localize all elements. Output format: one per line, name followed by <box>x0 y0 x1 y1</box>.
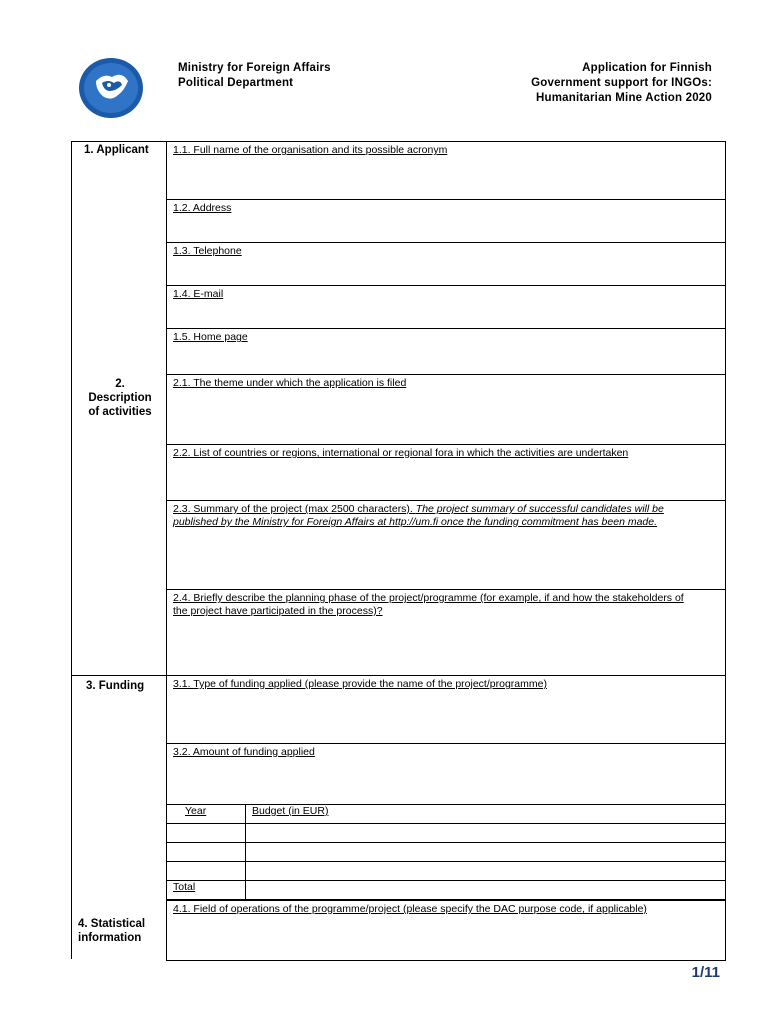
field-funding-amount-label: 3.2. Amount of funding applied <box>173 746 315 758</box>
field-full-name-label: 1.1. Full name of the organisation and its possible acronym <box>173 144 448 156</box>
section-statistical <box>78 917 145 945</box>
section-description-line3: of activities <box>88 406 152 418</box>
section-description <box>78 377 162 419</box>
total-value-cell[interactable] <box>246 881 726 900</box>
budget-cell[interactable] <box>246 862 726 881</box>
field-telephone[interactable] <box>166 242 726 286</box>
year-cell[interactable] <box>167 862 246 881</box>
field-planning-phase[interactable] <box>166 589 726 676</box>
field-summary-label-italic: The project summary of successful candidates will be published by the Ministry for Foreign Affairs at http://um.fi once the funding commitment has been made. <box>173 503 664 528</box>
section-description-line2: Description <box>88 392 152 404</box>
field-summary[interactable] <box>166 500 726 590</box>
field-funding-amount[interactable] <box>166 743 726 805</box>
table-row[interactable] <box>167 824 726 843</box>
table-row <box>167 805 726 824</box>
field-summary-label <box>173 503 703 529</box>
field-full-name[interactable] <box>166 141 726 200</box>
field-countries-label: 2.2. List of countries or regions, international or regional fora in which the activities are undertaken <box>173 447 629 459</box>
year-cell[interactable] <box>167 824 246 843</box>
funding-budget-table <box>166 804 726 900</box>
field-countries[interactable] <box>166 444 726 501</box>
field-telephone-label: 1.3. Telephone <box>173 245 242 257</box>
field-address-label: 1.2. Address <box>173 202 232 214</box>
budget-cell[interactable] <box>246 843 726 862</box>
total-label-cell <box>167 881 246 900</box>
total-label: Total <box>173 881 196 893</box>
title-line-2: Government support for INGOs: <box>531 77 712 89</box>
field-funding-type-label: 3.1. Type of funding applied (please provide the name of the project/programme) <box>173 678 547 690</box>
budget-header-text: Budget (in EUR) <box>252 805 329 817</box>
form-top-border <box>71 141 166 142</box>
department-name: Political Department <box>178 77 294 89</box>
field-funding-type[interactable] <box>166 675 726 744</box>
field-home-page[interactable] <box>166 328 726 375</box>
table-row[interactable] <box>167 843 726 862</box>
year-header-text: Year <box>185 805 207 817</box>
field-home-page-label: 1.5. Home page <box>173 331 248 343</box>
form-left-border <box>71 141 72 959</box>
field-theme[interactable] <box>166 374 726 445</box>
year-cell[interactable] <box>167 843 246 862</box>
field-field-of-operations[interactable] <box>166 900 726 961</box>
field-summary-label-plain: 2.3. Summary of the project (max 2500 characters). <box>173 503 416 515</box>
section-statistical-line2: information <box>78 932 142 944</box>
section-description-number: 2. <box>115 378 125 390</box>
budget-header <box>246 805 726 824</box>
ministry-header <box>178 61 331 91</box>
field-email[interactable] <box>166 285 726 329</box>
table-row[interactable] <box>167 862 726 881</box>
page-number: 1/11 <box>691 964 720 981</box>
section-applicant: 1. Applicant <box>84 144 149 156</box>
field-field-of-operations-label: 4.1. Field of operations of the programme/project (please specify the DAC purpose code, if applicable) <box>173 903 647 915</box>
table-row <box>167 881 726 900</box>
field-email-label: 1.4. E-mail <box>173 288 224 300</box>
section-divider-funding <box>71 675 166 676</box>
budget-cell[interactable] <box>246 824 726 843</box>
section-funding: 3. Funding <box>86 680 145 692</box>
field-theme-label: 2.1. The theme under which the application is filed <box>173 377 407 389</box>
ministry-name: Ministry for Foreign Affairs <box>178 62 331 74</box>
title-line-3: Humanitarian Mine Action 2020 <box>536 92 712 104</box>
section-statistical-line1: 4. Statistical <box>78 918 146 930</box>
title-line-1: Application for Finnish <box>582 62 712 74</box>
year-header <box>167 805 246 824</box>
field-planning-phase-label: 2.4. Briefly describe the planning phase of the project/programme (for example, if and how the stakeholders of the project have participated in the process)? <box>173 592 684 617</box>
finland-coat-of-arms-logo <box>78 57 144 119</box>
field-address[interactable] <box>166 199 726 243</box>
application-title <box>531 61 712 106</box>
